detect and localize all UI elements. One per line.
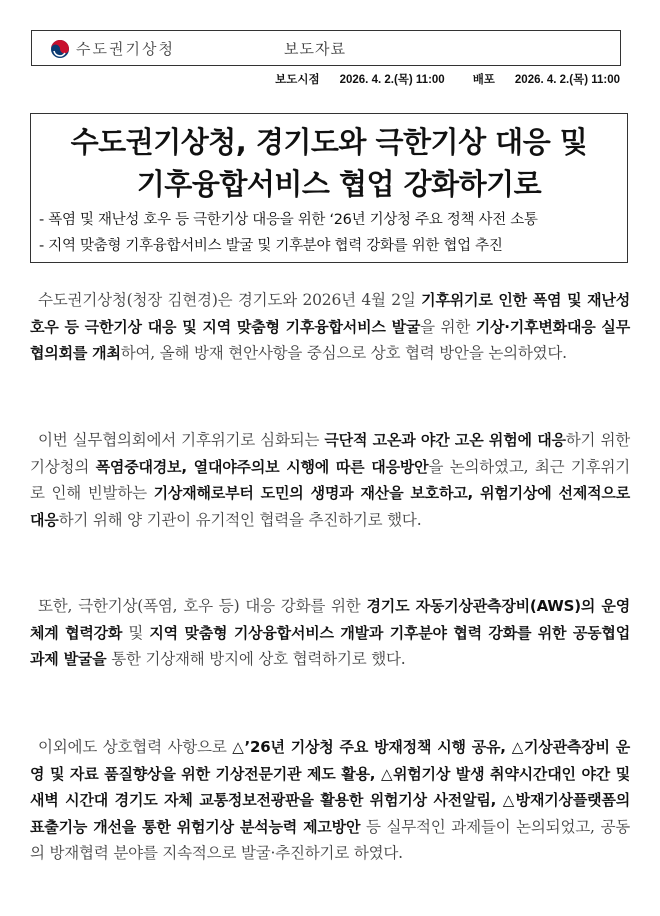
text: 등 실무적인 과제들이 논의되었고, 공동의 방재협력 분야를 지속적으로 발굴·추진하기로 하였다. xyxy=(30,817,630,862)
emphasis: 기상·기후변화대응 실무협의회를 개최 xyxy=(30,317,631,362)
text: 을 위한 xyxy=(420,317,476,336)
text: 을 논의하였고, 최근 기후위기로 인해 빈발하는 xyxy=(30,457,630,502)
body-paragraph-3 xyxy=(30,593,630,673)
text: 통한 기상재해 방지에 상호 협력하기로 했다. xyxy=(106,650,406,668)
distribution-value: 2026. 4. 2.(목) 11:00 xyxy=(514,74,620,86)
text: 수도권기상청(청장 김현경)은 경기도와 2026년 4월 2일 xyxy=(38,291,422,309)
emphasis: 기상재해로부터 도민의 생명과 재산을 보호하고, 위험기상에 선제적으로 대응 xyxy=(30,484,631,529)
emphasis: 폭염중대경보, 열대야주의보 시행에 따른 대응방안 xyxy=(95,457,429,476)
headline-line-1: 수도권기상청, 경기도와 극한기상 대응 및 xyxy=(70,125,588,159)
body-paragraph-1 xyxy=(30,287,630,367)
header-box xyxy=(31,30,621,66)
emphasis: 지역 맞춤형 기상융합서비스 개발과 기후분야 협력 강화를 위한 공동협업 과제 발굴을 xyxy=(30,623,630,668)
agency-logo xyxy=(50,38,175,59)
text: 하기 위한 기상청의 xyxy=(30,431,630,476)
text: 이외에도 상호협력 사항으로 xyxy=(38,738,233,756)
subtitle-1: - 폭염 및 재난성 호우 등 극한기상 대응을 위한 ‘26년 기상청 주요 정책 사전 소통 xyxy=(39,212,538,228)
emphasis: △’26년 기상청 주요 방재정책 시행 공유, △기상관측장비 운영 및 자료 품질향상을 위한 기상전문기관 제도 활용, △위험기상 발생 취약시간대인 야간 및 새벽 시간대 경기도 자체 교통정보전광판을 활용한 위험기상 사전알림, △방재기상플랫폼의 표출기능 개선을 통한 위험기상 분석능력 제고방안 xyxy=(30,738,630,836)
body-paragraph-2 xyxy=(30,427,630,533)
text: 하여, 올해 방재 현안사항을 중심으로 상호 협력 방안을 논의하였다. xyxy=(120,344,567,362)
document-type: 보도자료 xyxy=(284,40,346,58)
release-info xyxy=(275,71,620,87)
text: 또한, 극한기상(폭염, 호우 등) 대응 강화를 위한 xyxy=(38,597,367,615)
text: 하기 위해 양 기관이 유기적인 협력을 추진하기로 했다. xyxy=(58,510,422,529)
report-time-value: 2026. 4. 2.(목) 11:00 xyxy=(339,74,445,86)
emphasis: 기후위기로 인한 폭염 및 재난성호우 등 극한기상 대응 및 지역 맞춤형 기후융합서비스 발굴 xyxy=(30,291,630,336)
emphasis: 경기도 자동기상관측장비(AWS)의 운영 체계 협력강화 xyxy=(30,597,631,642)
distribution-label: 배포 xyxy=(472,74,495,86)
report-time-label: 보도시점 xyxy=(275,74,320,86)
emphasis: 극단적 고온과 야간 고온 위험에 대응 xyxy=(324,431,566,449)
text: 및 xyxy=(122,623,150,642)
headline-line-2: 기후융합서비스 협업 강화하기로 xyxy=(136,167,542,201)
text: 이번 실무협의회에서 기후위기로 심화되는 xyxy=(38,431,325,449)
taegeuk-emblem-icon xyxy=(50,39,70,59)
body-paragraph-4 xyxy=(30,734,630,867)
agency-name: 수도권기상청 xyxy=(76,40,175,58)
subtitle-2: - 지역 맞춤형 기후융합서비스 발굴 및 기후분야 협력 강화를 위한 협업 추진 xyxy=(39,238,503,254)
title-box xyxy=(30,113,628,263)
